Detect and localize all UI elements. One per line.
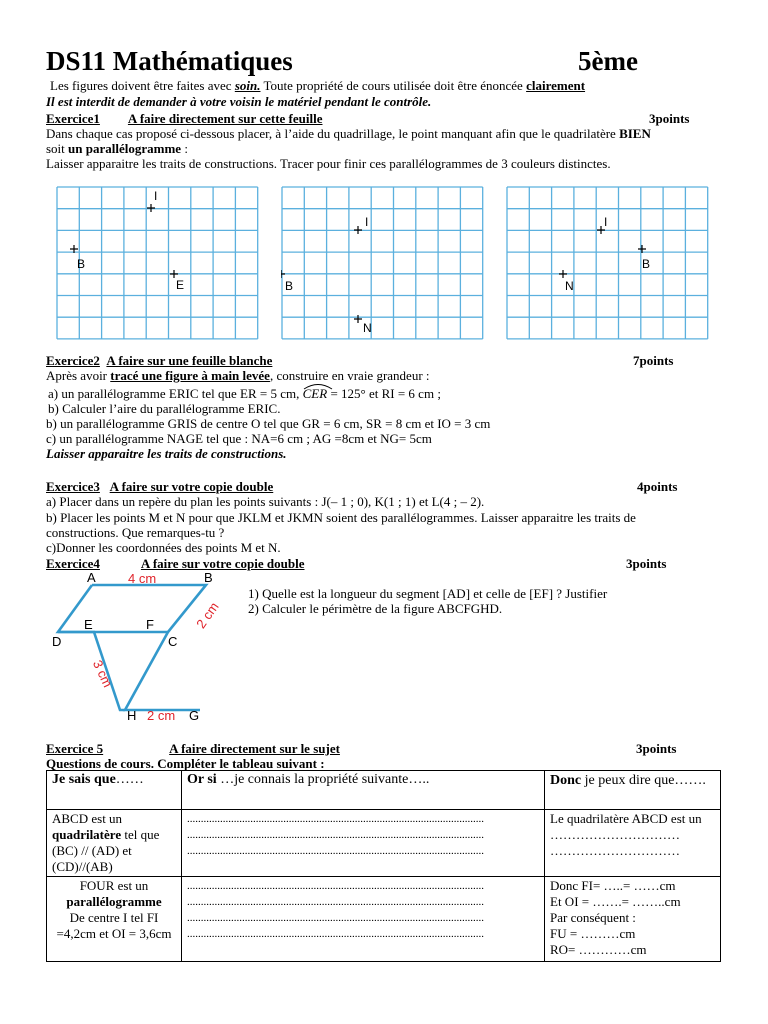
ex1-subtitle: A faire directement sur cette feuille (127, 111, 323, 126)
row2-conclusion-d[interactable]: FU = ………cm (550, 926, 636, 941)
header-je-sais-dots: …… (115, 772, 144, 787)
measure-dh: 3 cm (89, 657, 116, 690)
figure-outline-right (89, 585, 206, 710)
point-n-mark (559, 270, 567, 278)
ex4-title: Exercice4 (46, 556, 100, 571)
ex2-a-post: = 125° et RI = 6 cm ; (327, 386, 441, 401)
intro-soin: soin. (234, 78, 261, 93)
point-b-label: B (642, 257, 651, 271)
ex4-subtitle: A faire sur votre copie double (140, 556, 305, 571)
row2-known-c: De centre I tel FI =4,2cm et OI = 3,6cm (56, 910, 172, 941)
ex1-points: 3points (649, 111, 690, 126)
ex3-points: 4points (637, 479, 678, 494)
ex4-q1: 1) Quelle est la longueur du segment [AD] et celle de [EF] ? Justifier (248, 586, 608, 601)
table-row (47, 877, 721, 962)
row2-property[interactable] (182, 877, 545, 962)
point-n-mark (354, 315, 362, 323)
vertex-g: G (189, 708, 200, 723)
point-i-mark (354, 226, 362, 234)
grid-2 (281, 186, 495, 341)
ex4-figure (46, 570, 236, 726)
point-b-label: B (77, 257, 86, 271)
ex1-line1-text: Dans chaque cas proposé ci-dessous placer, à l’aide du quadrillage, le point manquant afin que le quadrilatère (46, 126, 620, 141)
row1-conclusion-c[interactable]: ………………………… (550, 843, 680, 858)
table-header-row (47, 771, 721, 810)
row2-conclusion-e[interactable]: RO= …………cm (550, 942, 647, 957)
grid-1 (56, 186, 270, 341)
header-or-si-label: Or si (187, 772, 217, 787)
ex2-points: 7points (633, 353, 674, 368)
point-i-label: I (604, 215, 608, 229)
point-e-label: E (176, 278, 185, 292)
point-i-label: I (154, 189, 158, 203)
ex2-angle (303, 386, 328, 401)
ex5-title: Exercice 5 (46, 741, 104, 756)
row2-known-b: parallélogramme (66, 894, 162, 909)
row1-dotline-1[interactable]: ............................................................................................................ (187, 813, 484, 825)
ex1-parallelogramme: un parallélogramme (68, 141, 182, 156)
row2-known (47, 877, 182, 962)
intro-text-b: Toute propriété de cours utilisée doit être énoncée (260, 78, 527, 93)
row2-conclusion-b[interactable]: Et OI = …….= ……..cm (550, 894, 681, 909)
ex4-heading (46, 556, 305, 571)
ex1-bien: BIEN (619, 126, 651, 141)
table-row (47, 810, 721, 877)
ex2-intro-c: , construire en vraie grandeur : (269, 368, 430, 383)
vertex-h: H (127, 708, 137, 723)
header-je-sais-label: Je sais que (52, 772, 116, 787)
intro-clairement: clairement (526, 78, 586, 93)
ex3-heading (46, 479, 273, 494)
point-n-label: N (565, 279, 574, 293)
ex1-heading (46, 111, 322, 126)
row1-property[interactable] (182, 810, 545, 877)
measure-hg: 2 cm (147, 708, 176, 723)
row1-known-a: ABCD est un (52, 811, 123, 826)
point-i-mark (147, 204, 155, 212)
header-or-si-text: …je connais la propriété suivante….. (216, 772, 430, 787)
ex3-item-b1: b) Placer les points M et N pour que JKLM et JKMN soient des parallélogrammes. Laisser apparaitre les traits de (46, 510, 636, 525)
intro-line (50, 78, 585, 93)
ex2-intro (46, 368, 430, 383)
class-level: 5ème (578, 46, 638, 76)
vertex-a: A (87, 570, 96, 585)
ex2-item-b1: b) Calculer l’aire du parallélogramme ERIC. (48, 401, 281, 416)
grid-3 (506, 186, 720, 341)
row1-known-b: quadrilatère (52, 827, 122, 842)
header-or-si (182, 771, 545, 810)
ex2-item-b2: b) un parallélogramme GRIS de centre O tel que GR = 6 cm, SR = 8 cm et IO = 3 cm (46, 416, 491, 431)
row2-conclusion-c: Par conséquent : (550, 910, 636, 925)
row2-dotline-3[interactable]: ............................................................................................................ (187, 912, 484, 924)
measure-ab: 4 cm (128, 571, 157, 586)
ex5-intro: Questions de cours. Compléter le tableau suivant : (46, 756, 325, 771)
ex2-item-a (48, 386, 441, 401)
point-i-label: I (365, 215, 369, 229)
ex2-title: Exercice2 (46, 353, 100, 368)
row2-conclusion (545, 877, 721, 962)
page-title: DS11 Mathématiques (46, 46, 293, 76)
row1-dotline-3[interactable]: ............................................................................................................ (187, 845, 484, 857)
header-donc (545, 771, 721, 810)
row1-known-c: tel que (BC) // (AD) et (CD)//(AB) (52, 827, 160, 874)
ex1-line3: Laisser apparaitre les traits de constructions. Tracer pour finir ces parallélogrammes de 3 couleurs distinctes. (46, 156, 611, 171)
intro-rule: Il est interdit de demander à votre voisin le matériel pendant le contrôle. (46, 94, 432, 109)
row2-known-a: FOUR est un (79, 878, 149, 893)
angle-hat-icon (303, 380, 333, 390)
ex3-item-b2: constructions. Que remarques-tu ? (46, 525, 225, 540)
row2-dotline-2[interactable]: ............................................................................................................ (187, 896, 484, 908)
ex2-intro-a: Après avoir (46, 368, 111, 383)
ex1-line2-colon: : (181, 141, 188, 156)
course-table (46, 770, 721, 962)
header-donc-label: Donc (550, 773, 582, 788)
ex5-points: 3points (636, 741, 677, 756)
ex3-title: Exercice3 (46, 479, 100, 494)
ex4-q2: 2) Calculer le périmètre de la figure ABCFGHD. (248, 601, 503, 616)
ex2-intro-b: tracé une figure à main levée (110, 368, 270, 383)
ex3-subtitle: A faire sur votre copie double (109, 479, 274, 494)
ex1-line1 (46, 126, 651, 141)
measure-bc: 2 cm (193, 599, 222, 632)
ex5-subtitle: A faire directement sur le sujet (169, 741, 340, 756)
ex2-angle-label: CER (302, 386, 328, 401)
ex5-heading (46, 741, 340, 756)
row2-dotline-4[interactable]: ............................................................................................................ (187, 928, 484, 940)
figure-outline-left (58, 585, 125, 710)
ex3-item-a: a) Placer dans un repère du plan les points suivants : J(– 1 ; 0), K(1 ; 1) et L(4 ; – 2). (46, 494, 485, 509)
point-b-label: B (285, 279, 294, 293)
ex1-line2-text: soit (46, 141, 69, 156)
ex2-a-pre: a) un parallélogramme ERIC tel que ER = 5 cm, (48, 386, 303, 401)
row2-dotline-1[interactable]: ............................................................................................................ (187, 880, 484, 892)
row1-dotline-2[interactable]: ............................................................................................................ (187, 829, 484, 841)
point-n-label: N (363, 321, 372, 335)
ex2-subtitle: A faire sur une feuille blanche (106, 353, 273, 368)
row1-conclusion-b[interactable]: ………………………… (550, 827, 680, 842)
vertex-b: B (204, 570, 213, 585)
ex2-heading (46, 353, 272, 368)
vertex-e: E (84, 617, 93, 632)
row1-conclusion-a: Le quadrilatère ABCD est un (550, 811, 702, 826)
intro-text-a: Les figures doivent être faites avec (50, 78, 235, 93)
vertex-d: D (52, 634, 62, 649)
vertex-f: F (146, 617, 154, 632)
ex3-item-c: c)Donner les coordonnées des points M et N. (46, 540, 281, 555)
ex1-line2 (46, 141, 188, 156)
row1-known (47, 810, 182, 877)
row1-conclusion (545, 810, 721, 877)
row2-conclusion-a[interactable]: Donc FI= …..= ……cm (550, 878, 676, 893)
ex2-item-c: c) un parallélogramme NAGE tel que : NA=6 cm ; AG =8cm et NG= 5cm (46, 431, 432, 446)
ex2-note: Laisser apparaitre les traits de constructions. (46, 446, 287, 461)
ex1-title: Exercice1 (46, 111, 100, 126)
header-donc-text: je peux dire que……. (581, 773, 706, 788)
ex4-points: 3points (626, 556, 667, 571)
vertex-c: C (168, 634, 178, 649)
point-e-mark (170, 270, 178, 278)
header-je-sais (47, 771, 182, 810)
